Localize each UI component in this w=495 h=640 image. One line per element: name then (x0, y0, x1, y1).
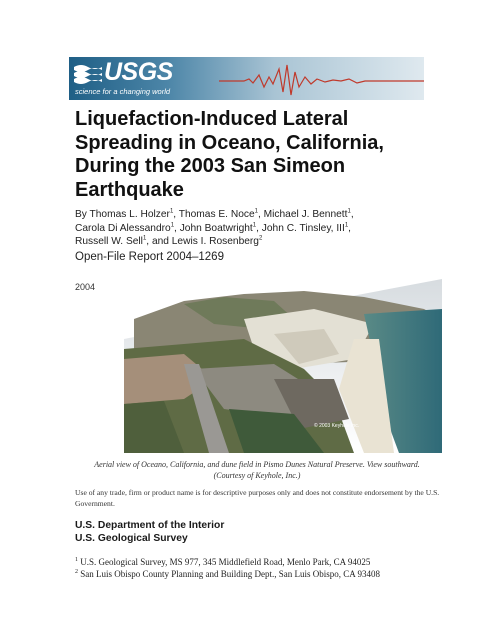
footnotes (75, 557, 380, 580)
separator: , (350, 209, 354, 220)
report-number: Open-File Report 2004–1269 (75, 251, 224, 263)
author-name: , Michael J. Bennett (257, 209, 348, 220)
photo-caption (78, 459, 436, 481)
author-affiliation: 1 (252, 222, 257, 229)
disclaimer: Use of any trade, firm or product name is for descriptive purposes only and does not constitute endorsement by the U.S. Government. (75, 488, 440, 508)
usgs-tagline: science for a changing world (75, 87, 171, 96)
author-name: Russell W. Sell (75, 236, 143, 247)
author-line (75, 208, 435, 222)
title-line: Earthquake (75, 178, 184, 201)
author-line (75, 222, 435, 236)
department (75, 520, 224, 545)
title-line: During the 2003 San Simeon (75, 155, 346, 177)
author-affiliation: 1 (347, 208, 351, 215)
report-title (75, 108, 435, 202)
publication-year: 2004 (75, 282, 96, 292)
title-line: Liquefaction-Induced Lateral (75, 108, 349, 130)
usgs-banner (69, 57, 424, 100)
author-affiliation: 1 (344, 222, 349, 229)
author-name: , Thomas E. Noce (173, 209, 255, 220)
footnote-text: San Luis Obispo County Planning and Building Dept., San Luis Obispo, CA 93408 (80, 568, 381, 579)
author-name: , John Boatwright (174, 222, 253, 234)
separator: , (348, 222, 351, 234)
footnote-number: 1 (75, 557, 78, 563)
photo-credit: © 2003 Keyhole Inc. (314, 423, 360, 429)
author-name: Carola Di Alessandro (75, 222, 171, 234)
aerial-photo (124, 279, 442, 453)
usgs-logo-icon (74, 63, 102, 85)
footnote (75, 557, 380, 569)
author-name: , John C. Tinsley, III (256, 222, 345, 234)
caption-line: Aerial view of Oceano, California, and dune field in Pismo Dunes Natural Preserve. View southward. (94, 460, 420, 469)
author-affiliation: 1 (142, 235, 147, 242)
author-affiliation: 1 (170, 222, 175, 229)
author-affiliation: 1 (169, 208, 174, 215)
title-line: Spreading in Oceano, California, (75, 131, 384, 154)
footnote-number: 2 (75, 568, 78, 575)
author-affiliation: 1 (254, 208, 258, 215)
author-line (75, 235, 435, 249)
department-line: U.S. Geological Survey (75, 532, 188, 544)
footnote (75, 569, 380, 581)
author-name: By Thomas L. Holzer (75, 209, 170, 220)
caption-line: (Courtesy of Keyhole, Inc.) (213, 471, 301, 480)
author-list (75, 208, 435, 249)
footnote-text: U.S. Geological Survey, MS 977, 345 Middlefield Road, Menlo Park, CA 94025 (80, 557, 371, 567)
author-name: , and Lewis I. Rosenberg (146, 236, 259, 247)
author-affiliation: 2 (258, 235, 263, 242)
department-line: U.S. Department of the Interior (75, 520, 225, 531)
usgs-logo-text: USGS (104, 58, 173, 86)
